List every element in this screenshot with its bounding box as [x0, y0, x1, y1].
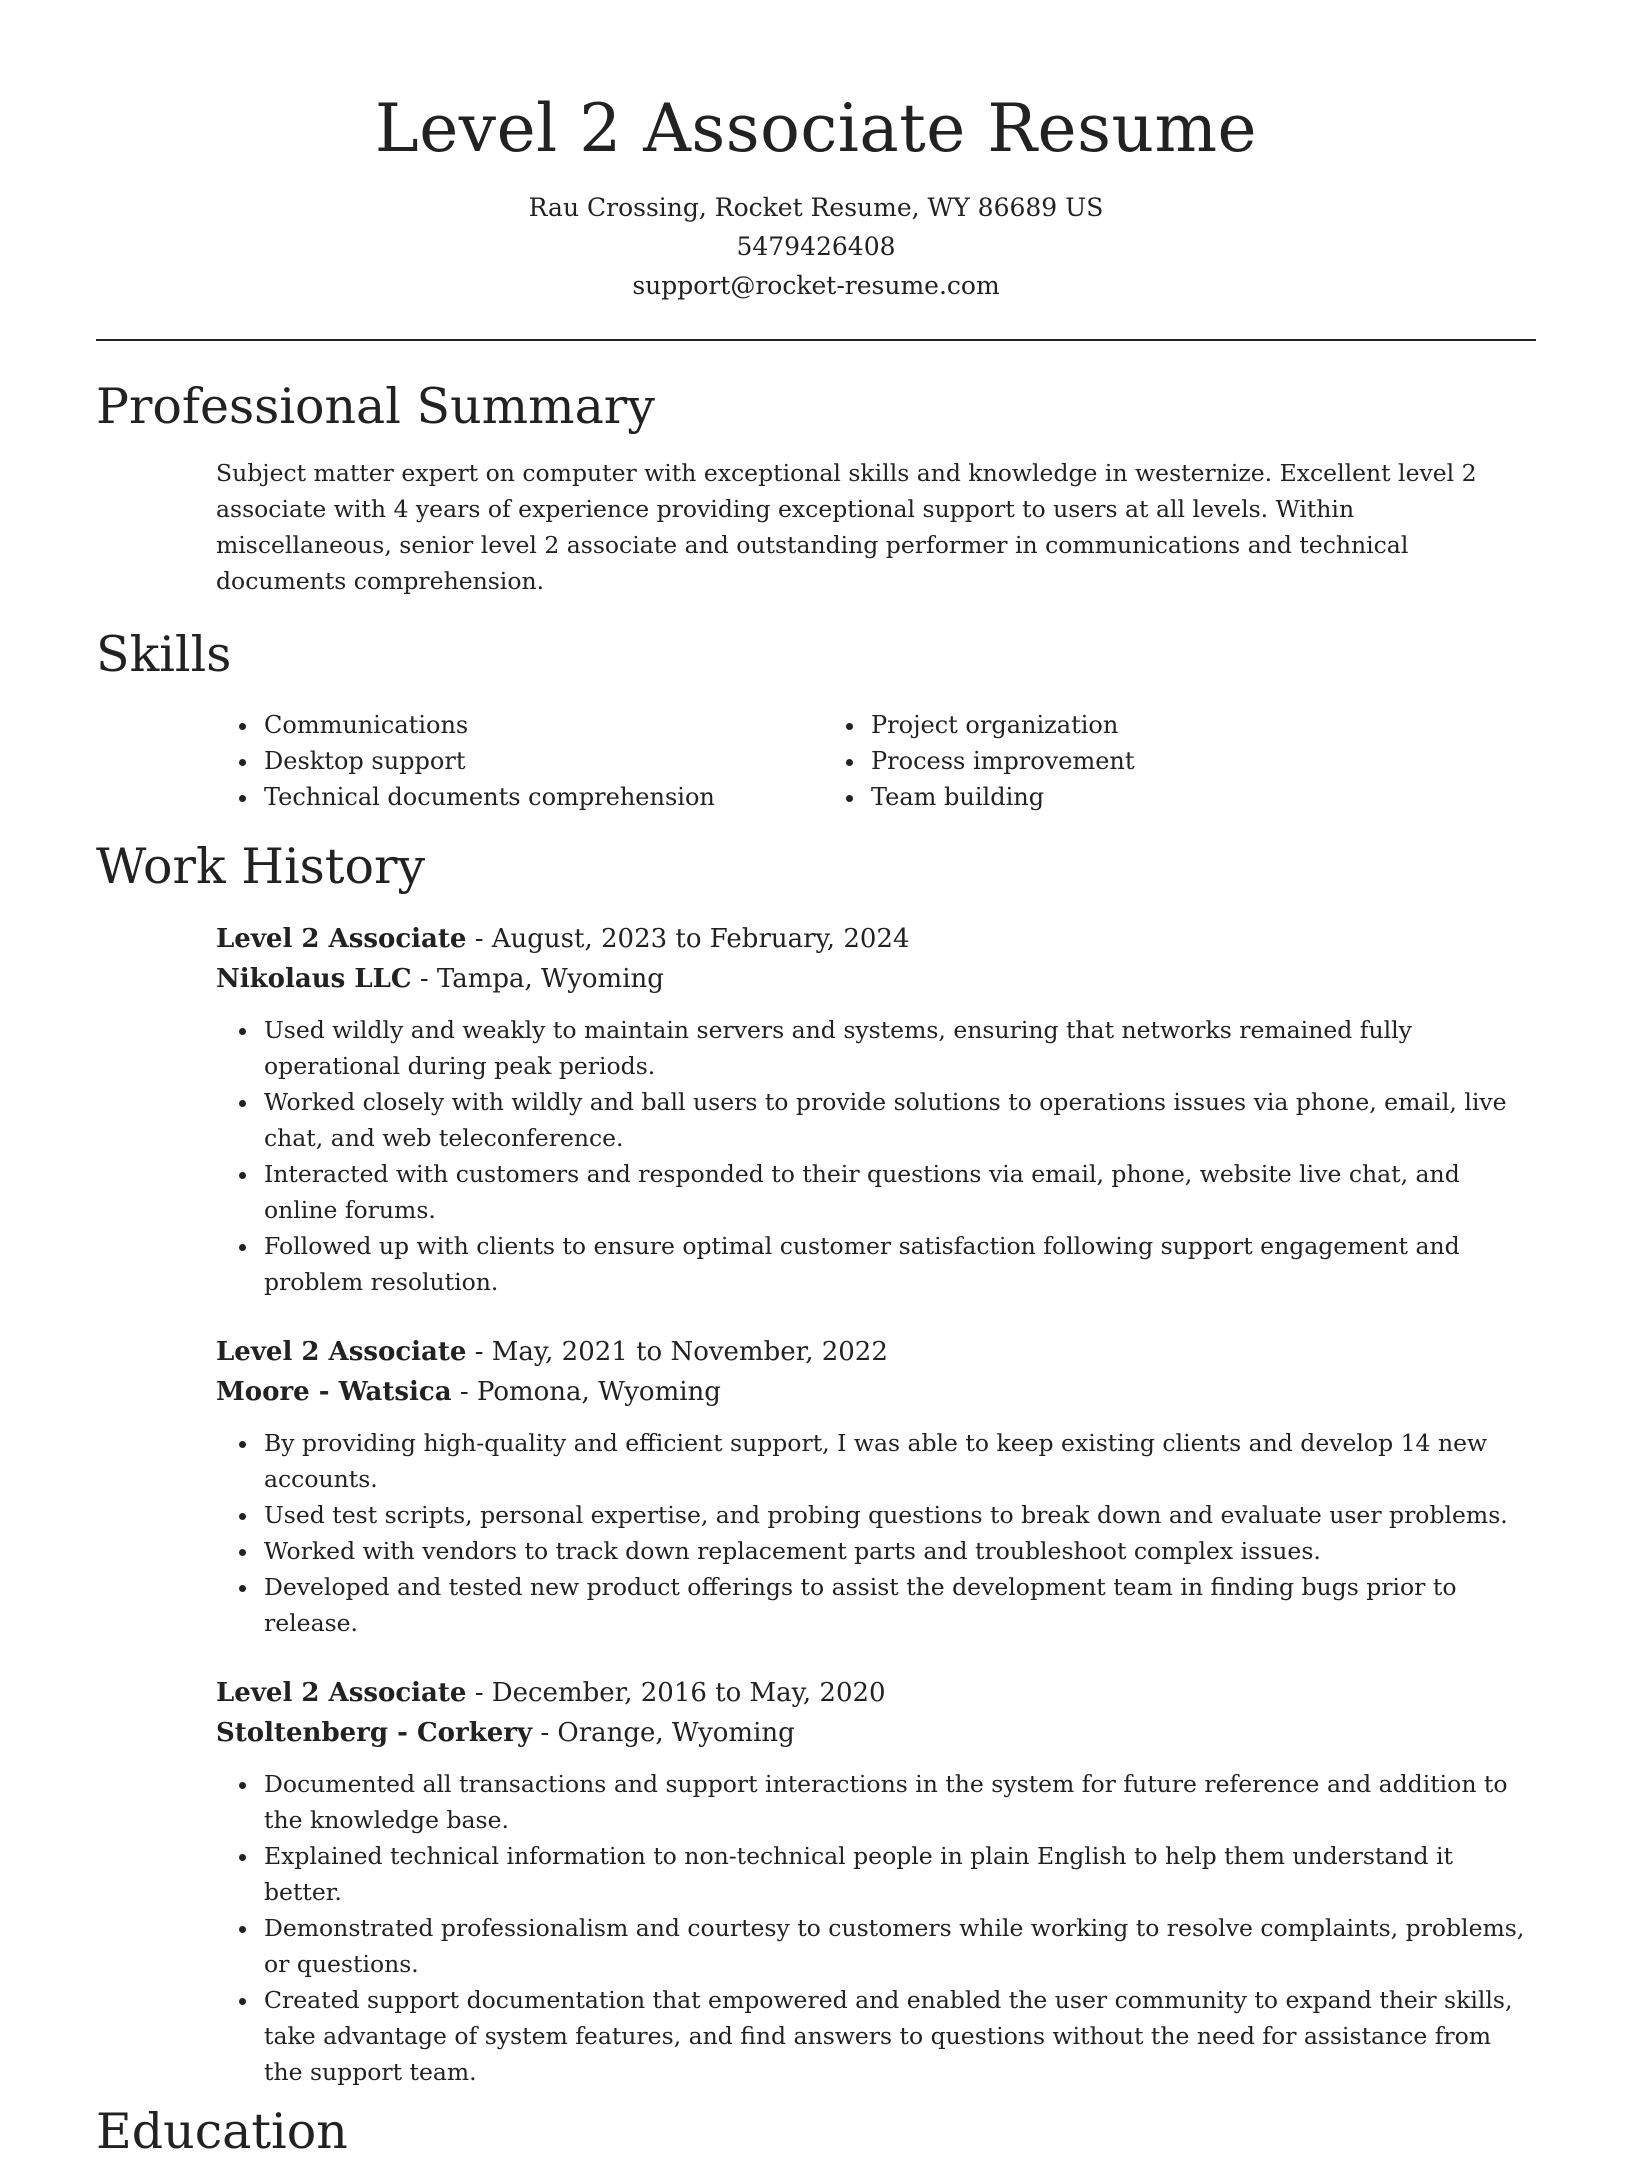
summary-text: Subject matter expert on computer with exceptional skills and knowledge in westernize. Excellent level 2 associate with 4 years of experience providing exceptional support to users at all levels. Within miscellaneous, senior level 2 associate and outstanding performer in communications and technical documents comprehension.: [216, 459, 1477, 595]
job-entry: [216, 1673, 1536, 2090]
job-bullet: • Followed up with clients to ensure optimal customer satisfaction following support engagement and problem resolution.: [260, 1228, 1536, 1300]
job-location: - Tampa, Wyoming: [411, 964, 664, 994]
contact-block: [96, 188, 1536, 305]
header-divider: [96, 339, 1536, 341]
education-section: [96, 2102, 1536, 2162]
job-bullet: • Worked closely with wildly and ball users to provide solutions to operations issues via phone, email, live chat, and web teleconference.: [260, 1084, 1536, 1156]
job-bullet: • Documented all transactions and support interactions in the system for future reference and addition to the knowledge base.: [260, 1766, 1536, 1838]
job-bullet: • Demonstrated professionalism and courtesy to customers while working to resolve complaints, problems, or questions.: [260, 1910, 1536, 1982]
resume-page: [96, 0, 1536, 2162]
skills-section: [96, 625, 1536, 815]
job-role: Level 2 Associate: [216, 1337, 467, 1367]
job-location: - Orange, Wyoming: [532, 1718, 795, 1748]
resume-header: [96, 0, 1536, 305]
job-bullet: • By providing high-quality and efficient support, I was able to keep existing clients and develop 14 new accounts.: [260, 1425, 1536, 1497]
summary-section: [96, 377, 1536, 599]
job-company: Stoltenberg - Corkery: [216, 1718, 533, 1748]
job-bullet: • Created support documentation that empowered and enabled the user community to expand their skills, take advantage of system features, and find answers to questions without the need for assistance from the support team.: [260, 1982, 1536, 2090]
job-bullet-list: [216, 1766, 1536, 2090]
skill-item: • Communications: [260, 707, 823, 743]
skill-item: • Technical documents comprehension: [260, 779, 823, 815]
job-bullet: • Used test scripts, personal expertise, and probing questions to break down and evaluate user problems.: [260, 1497, 1536, 1533]
job-title-line: [216, 1673, 1536, 1713]
job-bullet: • Used wildly and weakly to maintain servers and systems, ensuring that networks remained fully operational during peak periods.: [260, 1012, 1536, 1084]
skills-heading: Skills: [96, 626, 232, 683]
job-location: - Pomona, Wyoming: [451, 1377, 721, 1407]
job-role: Level 2 Associate: [216, 1678, 467, 1708]
contact-phone: 5479426408: [736, 232, 896, 261]
job-company: Moore - Watsica: [216, 1377, 452, 1407]
job-entry: [216, 1332, 1536, 1641]
education-heading: Education: [96, 2103, 348, 2160]
skill-item: • Team building: [867, 779, 1430, 815]
job-company-line: [216, 1372, 1536, 1412]
job-dates: - December, 2016 to May, 2020: [466, 1678, 886, 1708]
job-bullet-list: [216, 1425, 1536, 1641]
contact-address: Rau Crossing, Rocket Resume, WY 86689 US: [528, 193, 1104, 222]
skill-item: • Desktop support: [260, 743, 823, 779]
job-company-line: [216, 1713, 1536, 1753]
job-company: Nikolaus LLC: [216, 964, 412, 994]
job-entry: [216, 919, 1536, 1300]
skill-item: • Process improvement: [867, 743, 1430, 779]
job-bullet: • Explained technical information to non-technical people in plain English to help them understand it better.: [260, 1838, 1536, 1910]
job-dates: - August, 2023 to February, 2024: [466, 924, 910, 954]
job-bullet: • Developed and tested new product offerings to assist the development team in finding bugs prior to release.: [260, 1569, 1536, 1641]
skills-column-left: [216, 707, 823, 815]
job-bullet-list: [216, 1012, 1536, 1300]
work-history-section: [96, 837, 1536, 2090]
summary-heading: Professional Summary: [96, 378, 655, 435]
job-title-line: [216, 919, 1536, 959]
job-title-line: [216, 1332, 1536, 1372]
skills-column-right: [823, 707, 1430, 815]
job-bullet: • Interacted with customers and responded to their questions via email, phone, website live chat, and online forums.: [260, 1156, 1536, 1228]
job-role: Level 2 Associate: [216, 924, 467, 954]
skills-grid: [216, 707, 1536, 815]
job-bullet: • Worked with vendors to track down replacement parts and troubleshoot complex issues.: [260, 1533, 1536, 1569]
resume-title: Level 2 Associate Resume: [374, 90, 1258, 167]
skill-item: • Project organization: [867, 707, 1430, 743]
work-history-heading: Work History: [96, 838, 426, 895]
job-company-line: [216, 959, 1536, 999]
job-dates: - May, 2021 to November, 2022: [466, 1337, 888, 1367]
contact-email: support@rocket-resume.com: [632, 271, 1000, 300]
